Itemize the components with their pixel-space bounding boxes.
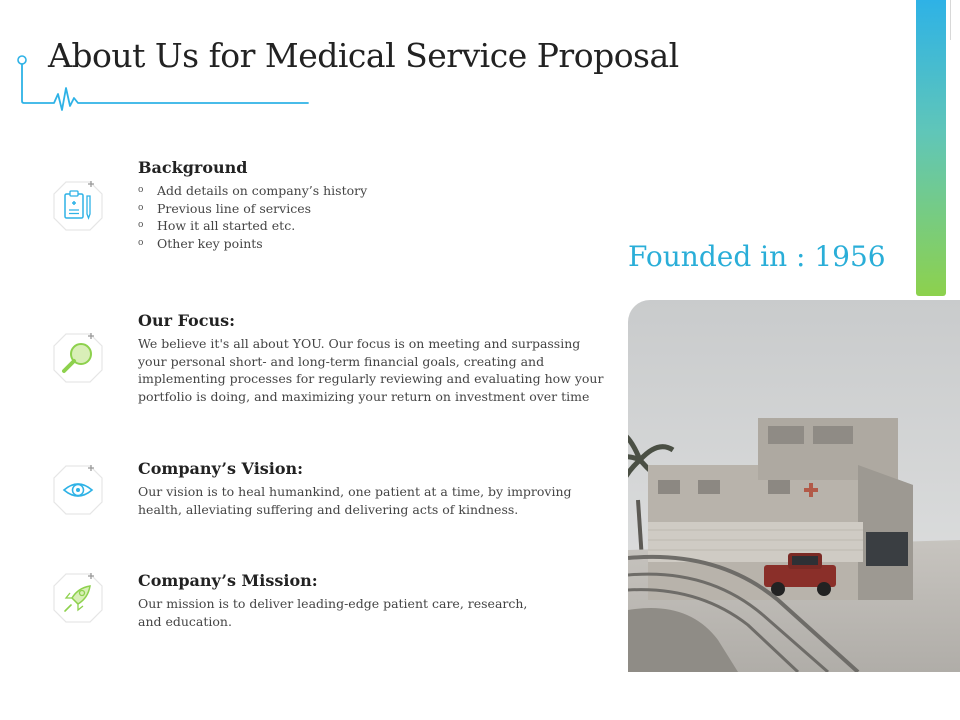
accent-gradient-bar (916, 0, 946, 296)
list-item: o Previous line of services (138, 200, 312, 216)
focus-body: We believe it's all about YOU. Our focus is on meeting and surpassing your personal short- and long-term financial goals, creating and implementing processes for regularly reviewing and evaluating how your portfolio is doing, and maximizing your return on investment over time (138, 336, 604, 404)
bullet-marker: o (138, 185, 144, 195)
mission-heading: Company’s Mission: (138, 571, 318, 590)
magnifier-icon (50, 330, 106, 386)
mission-body: Our mission is to deliver leading-edge patient care, research, and education. (138, 596, 528, 629)
vision-section (138, 459, 608, 518)
background-heading: Background (138, 158, 248, 177)
background-section (138, 158, 608, 252)
eye-icon (50, 462, 106, 518)
background-bullet-list (138, 182, 608, 252)
accent-divider-line (950, 0, 951, 40)
bullet-marker: o (138, 202, 144, 213)
lifeguard-station-photo (628, 300, 960, 672)
page-title: About Us for Medical Service Proposal (48, 36, 679, 75)
rocket-icon (50, 570, 106, 626)
list-item: o Add details on company’s history (138, 183, 368, 198)
focus-section (138, 311, 608, 405)
vision-body: Our vision is to heal humankind, one patient at a time, by improving health, alleviating suffering and delivering acts of kindness. (138, 484, 572, 517)
vision-heading: Company’s Vision: (138, 459, 304, 478)
focus-heading: Our Focus: (138, 311, 236, 330)
medical-clipboard-icon (50, 178, 106, 234)
list-item: o Other key points (138, 235, 263, 251)
bullet-marker: o (138, 220, 144, 230)
list-item: o How it all started etc. (138, 218, 296, 233)
bullet-marker: o (138, 237, 144, 248)
founded-year-text: Founded in : 1956 (628, 240, 886, 273)
mission-section (138, 571, 538, 630)
heartbeat-line-decoration (12, 48, 312, 112)
